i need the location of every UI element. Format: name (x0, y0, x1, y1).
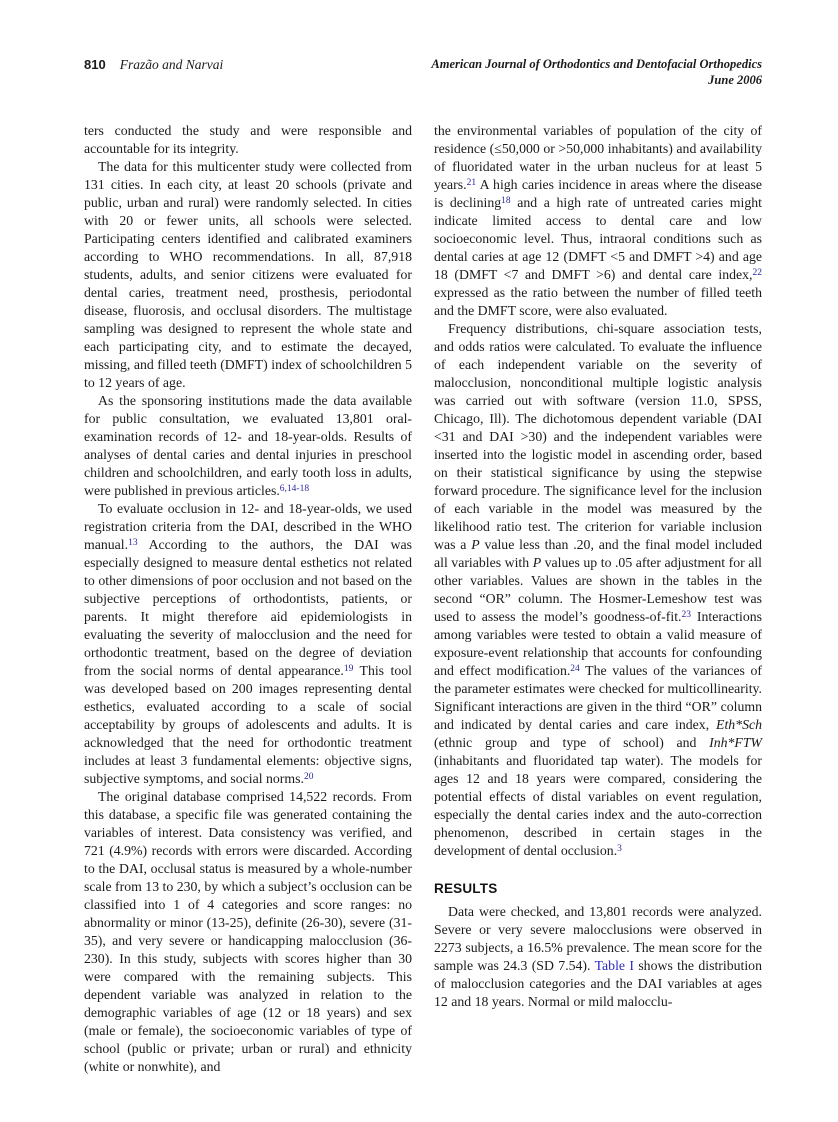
text-run: P (471, 537, 480, 552)
paragraph (84, 158, 412, 392)
text-run: values up to .05 after adjustment for all other variables. Values are shown in the tables in the second “OR” column. The Hosmer-Lemeshow test was used to assess the model’s goodness-of-fit. (434, 555, 762, 624)
text-run: A high caries incidence in areas where the disease is declining (434, 177, 762, 210)
journal-title: American Journal of Orthodontics and Dentofacial Orthopedics (431, 57, 762, 71)
text-run: Interactions among variables were tested to obtain a valid measure of exposure-event relationship that accounts for confounding and effect modification. (434, 609, 762, 678)
text-run: the environmental variables of population of the city of residence (≤50,000 or >50,000 inhabitants) and availability of fluoridated water in the urban nucleus for at least 5 years. (434, 123, 762, 192)
table-link[interactable]: Table I (594, 958, 634, 973)
text-run: and a high rate of untreated caries might indicate limited access to dental care and low socioeconomic level. Thus, intraoral conditions such as dental caries at age 12 (DMFT <5 and DMFT >4) and age 18 (DMFT <7 and DMFT >6) and dental care index, (434, 195, 762, 282)
text-run: As the sponsoring institutions made the data available for public consultation, we evaluated 13,801 oral-examination records of 12- and 18-year-olds. Results of analyses of dental caries and dental injuries in preschool children and schoolchildren, and early tooth loss in adults, were published in previous articles. (84, 393, 412, 498)
left-column (84, 122, 412, 1076)
two-column-body (84, 122, 762, 1076)
page-number: 810 (84, 57, 106, 72)
running-authors: Frazão and Narvai (119, 57, 224, 72)
reference-superscript[interactable]: 3 (617, 843, 622, 854)
paragraph (84, 392, 412, 500)
running-head-left (84, 56, 223, 74)
issue-date: June 2006 (708, 73, 762, 87)
paragraph (434, 320, 762, 860)
text-run: According to the authors, the DAI was especially designed to measure dental esthetics not related to other dimensions of poor occlusion and not based on the subjective perceptions of orthodontists, patients, or parents. It might therefore aid epidemiologists in evaluating the severity of malocclusion and the need for orthodontic treatment, based on the degree of deviation from the social norms of dental appearance. (84, 537, 412, 678)
text-run: The data for this multicenter study were collected from 131 cities. In each city, at least 20 schools (private and public, urban and rural) were randomly selected. In cities with 20 or fewer units, all schools were selected. Participating centers identified and calibrated examiners according to WHO recommendations. In all, 87,918 students, adults, and senior citizens were evaluated for dental caries, treatment need, prosthesis, periodontal disease, fluorosis, and occlusal disorders. The multistage sampling was designed to represent the whole state and each participating city, and to estimate the decayed, missing, and filled teeth (DMFT) index of schoolchildren 5 to 12 years of age. (84, 159, 412, 390)
text-run: Frequency distributions, chi-square association tests, and odds ratios were calculated. To evaluate the influence of each independent variable on the severity of malocclusion, nonconditional multiple logistic analysis was carried out with software (version 11.0, SPSS, Chicago, Ill). The dichotomous dependent variable (DAI <31 and DAI >30) and the independent variables were inserted into the logistic model in ascending order, based on their statistical significance by using the stepwise forward procedure. The significance level for the inclusion of each variable in the model was measured by the likelihood ratio test. The criterion for variable inclusion was a (434, 321, 762, 552)
paragraph (434, 122, 762, 320)
reference-superscript[interactable]: 6,14-18 (279, 483, 310, 494)
text-run: Eth*Sch (716, 717, 762, 732)
text-run: To evaluate occlusion in 12- and 18-year-olds, we used registration criteria from the DAI, described in the WHO manual. (84, 501, 412, 552)
text-run: Data were checked, and 13,801 records were analyzed. Severe or very severe malocclusions were observed in 2273 subjects, a 16.5% prevalence. The mean score for the sample was 24.3 (SD 7.54). (434, 904, 762, 973)
right-column (434, 122, 762, 1076)
reference-superscript[interactable]: 24 (570, 663, 580, 674)
page-header (84, 56, 762, 88)
reference-superscript[interactable]: 21 (466, 177, 477, 188)
reference-superscript[interactable]: 18 (501, 195, 511, 206)
text-run: The values of the variances of the parameter estimates were checked for multicollinearity. Significant interactions are given in the third “OR” column and indicated by dental caries and care index, (434, 663, 762, 732)
section-heading: RESULTS (434, 881, 498, 896)
text-run: The original database comprised 14,522 records. From this database, a specific file was generated containing the variables of interest. Data consistency was verified, and 721 (4.9%) records with errors were discarded. According to the DAI, occlusal status is measured by a whole-number scale from 13 to 230, by which a subject’s occlusion can be classified into 1 of 4 categories and score ranges: no abnormality or minor (13-25), definite (26-30), severe (31-35), and very severe or handicapping malocclusion (36-230). In this study, subjects with scores higher than 30 were compared with the remaining subjects. This dependent variable was analyzed in relation to the demographic variables of age (12 or 18 years) and sex (male or female), the socioeconomic variables of type of school (public or private; urban or rural) and ethnicity (white or nonwhite), and (84, 789, 412, 1074)
paragraph (84, 500, 412, 788)
running-head-right (431, 56, 762, 88)
text-run: ters conducted the study and were responsible and accountable for its integrity. (84, 123, 412, 156)
text-run: P (532, 555, 542, 570)
reference-superscript[interactable]: 13 (128, 537, 138, 548)
reference-superscript[interactable]: 22 (752, 267, 762, 278)
reference-superscript[interactable]: 19 (343, 663, 354, 674)
text-run: shows the distribution of malocclusion categories and the DAI variables at ages 12 and 18 years. Normal or mild malocclu- (434, 958, 762, 1009)
text-run: (ethnic group and type of school) and (434, 735, 710, 750)
reference-superscript[interactable]: 23 (681, 609, 691, 620)
text-run: Inh*FTW (709, 735, 762, 750)
paragraph (84, 788, 412, 1076)
text-run: value less than .20, and the final model included all variables with (434, 537, 762, 570)
text-run: This tool was developed based on 200 images representing dental esthetics, evaluated according to a scale of social acceptability by groups of adolescents and adults. It is acknowledged that the need for orthodontic treatment includes at least 3 fundamental elements: objective signs, subjective symptoms, and social norms. (84, 663, 412, 786)
reference-superscript[interactable]: 20 (303, 771, 314, 782)
paragraph (84, 122, 412, 158)
text-run: (inhabitants and fluoridated tap water). The models for ages 12 and 18 years were compared, considering the potential effects of distal variables on event regulation, especially the dental caries index and the auto-correction phenomenon, described in certain stages in the development of dental occlusion. (434, 753, 762, 858)
paragraph (434, 903, 762, 1011)
text-run: expressed as the ratio between the number of filled teeth and the DMFT score, were also evaluated. (434, 285, 762, 318)
